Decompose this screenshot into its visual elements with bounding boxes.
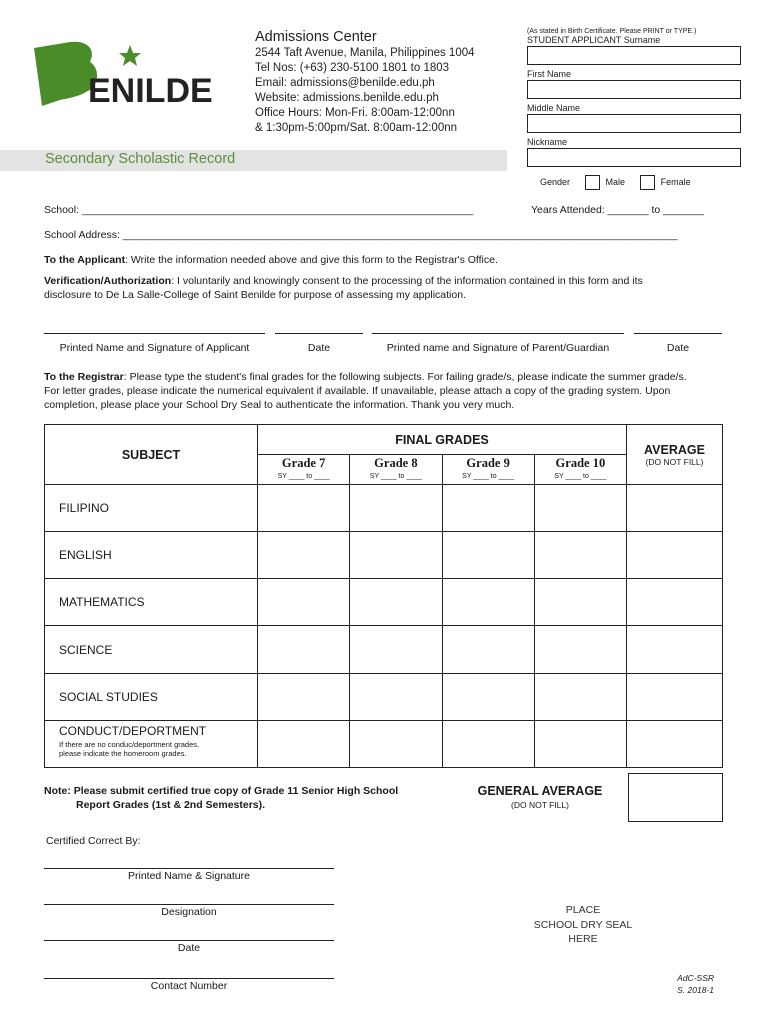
- grade-cell[interactable]: [258, 485, 350, 532]
- table-row: [45, 532, 723, 579]
- conduct-cell: [45, 721, 258, 768]
- form-code-line-2: S. 2018-1: [677, 985, 714, 995]
- hours-text: Office Hours: Mon-Fri. 8:00am-12:00nn: [255, 107, 455, 119]
- grade-cell[interactable]: [350, 485, 442, 532]
- to-registrar-text: : Please type the student's final grades for the following subjects. For failing grade/s, please indicate the summer grade/s. For letter grades, please indicate the numerical equivalent if available. If unavailable, please attach a copy of the grading system. Upon completion, please place your School Dry Seal to authenticate the information. Thank you very much.: [44, 371, 687, 411]
- form-title-bar: [0, 150, 507, 171]
- applicant-instruction: [44, 253, 734, 267]
- verification-label: Verification/Authorization: [44, 275, 172, 287]
- average-cell[interactable]: [627, 485, 723, 532]
- grade-cell[interactable]: [258, 579, 350, 626]
- note-line-2: Report Grades (1st & 2nd Semesters).: [76, 799, 266, 811]
- to-applicant-label: To the Applicant: [44, 254, 126, 266]
- grade-cell[interactable]: [350, 579, 442, 626]
- conduct-note-1: If there are no conduc/deportment grades,: [59, 740, 200, 749]
- grade-cell[interactable]: [534, 579, 626, 626]
- svg-text:ENILDE: ENILDE: [88, 72, 213, 110]
- seal-line-3: HERE: [568, 933, 598, 945]
- subject-label: ENGLISH: [45, 532, 258, 579]
- contact-number-label: Contact Number: [150, 980, 228, 992]
- gender-label: Gender: [540, 176, 571, 187]
- grade-7-header: Grade 7 SY ____ to ____: [258, 455, 350, 485]
- table-row: [45, 721, 723, 768]
- date-label-2: Date: [666, 342, 690, 354]
- certified-date-line[interactable]: [44, 940, 334, 941]
- benilde-logo: [30, 40, 215, 120]
- subject-label: SOCIAL STUDIES: [45, 674, 258, 721]
- general-average-label: GENERAL AVERAGE: [477, 784, 603, 798]
- grade-cell[interactable]: [350, 626, 442, 674]
- designation-line[interactable]: [44, 904, 334, 905]
- applicant-signature-label: Printed Name and Signature of Applicant: [59, 342, 250, 354]
- grade-cell[interactable]: [258, 721, 350, 768]
- date-line-1[interactable]: [275, 333, 363, 334]
- grade-cell[interactable]: [534, 721, 626, 768]
- gender-row: [540, 175, 691, 190]
- parent-signature-label: Printed name and Signature of Parent/Guardian: [386, 342, 610, 354]
- subject-header: SUBJECT: [45, 425, 258, 485]
- grades-table: [44, 424, 723, 768]
- table-row: [45, 485, 723, 532]
- final-grades-header: FINAL GRADES: [258, 425, 627, 455]
- grade-cell[interactable]: [442, 485, 534, 532]
- contact-number-line[interactable]: [44, 978, 334, 979]
- parent-signature-line[interactable]: [372, 333, 624, 334]
- contact-block: [255, 28, 475, 136]
- first-name-label: First Name: [527, 69, 572, 79]
- table-row: [45, 579, 723, 626]
- conduct-label: CONDUCT/DEPORTMENT: [59, 724, 207, 738]
- average-cell[interactable]: [627, 532, 723, 579]
- grade-cell[interactable]: [442, 674, 534, 721]
- middle-name-field[interactable]: [527, 114, 741, 133]
- table-row: [45, 626, 723, 674]
- grade-cell[interactable]: [534, 485, 626, 532]
- table-row: [45, 674, 723, 721]
- school-line[interactable]: School: ___________________________________________________________________: [44, 204, 474, 216]
- general-average-block: [470, 784, 610, 810]
- grade-cell[interactable]: [350, 532, 442, 579]
- grade-cell[interactable]: [442, 721, 534, 768]
- grade-cell[interactable]: [534, 626, 626, 674]
- subject-label: MATHEMATICS: [45, 579, 258, 626]
- certified-label: Certified Correct By:: [46, 835, 141, 847]
- registrar-instruction: [44, 370, 694, 412]
- conduct-note-2: please indicate the homeroom grades.: [59, 749, 187, 758]
- first-name-field[interactable]: [527, 80, 741, 99]
- male-label: Male: [605, 176, 626, 187]
- female-label: Female: [660, 176, 691, 187]
- grade-cell[interactable]: [442, 532, 534, 579]
- applicant-name-fields: [527, 28, 741, 167]
- nickname-field[interactable]: [527, 148, 741, 167]
- applicant-signature-line[interactable]: [44, 333, 265, 334]
- school-address-line[interactable]: School Address: _______________________________________________________________________________________________: [44, 229, 678, 241]
- birth-cert-note: (As stated in Birth Certificate. Please PRINT or TYPE.): [527, 28, 697, 35]
- surname-field[interactable]: [527, 46, 741, 65]
- grade-cell[interactable]: [258, 674, 350, 721]
- subject-label: FILIPINO: [45, 485, 258, 532]
- tel-text: Tel Nos: (+63) 230-5100 1801 to 1803: [255, 62, 450, 74]
- grade-cell[interactable]: [442, 579, 534, 626]
- subject-label: SCIENCE: [45, 626, 258, 674]
- grade-cell[interactable]: [350, 674, 442, 721]
- grade-cell[interactable]: [442, 626, 534, 674]
- to-applicant-text: : Write the information needed above and give this form to the Registrar's Office.: [125, 254, 498, 266]
- average-cell[interactable]: [627, 674, 723, 721]
- grade-10-header: Grade 10 SY ____ to ____: [534, 455, 626, 485]
- average-header: AVERAGE: [644, 442, 705, 457]
- email-text: Email: admissions@benilde.edu.ph: [255, 77, 435, 89]
- general-average-note: (DO NOT FILL): [511, 800, 569, 810]
- verification-paragraph: [44, 274, 664, 302]
- grade-cell[interactable]: [258, 532, 350, 579]
- general-average-box[interactable]: [628, 773, 723, 822]
- grade11-note: [44, 784, 398, 812]
- middle-name-label: Middle Name: [527, 103, 581, 113]
- grade-cell[interactable]: [534, 674, 626, 721]
- average-cell[interactable]: [627, 579, 723, 626]
- to-registrar-label: To the Registrar: [44, 371, 124, 383]
- grade-8-header: Grade 8 SY ____ to ____: [350, 455, 442, 485]
- designation-label: Designation: [161, 906, 217, 918]
- grade-cell[interactable]: [258, 626, 350, 674]
- surname-label: STUDENT APPLICANT Surname: [527, 35, 661, 45]
- seal-line-1: PLACE: [565, 904, 601, 916]
- certifier-signature-line[interactable]: [44, 868, 334, 869]
- dry-seal-area: [520, 903, 646, 947]
- date-label-1: Date: [307, 342, 331, 354]
- form-code: [664, 972, 714, 996]
- admissions-title: Admissions Center: [255, 29, 377, 45]
- grade-cell[interactable]: [350, 721, 442, 768]
- hours-text-2: & 1:30pm-5:00pm/Sat. 8:00am-12:00nn: [255, 122, 458, 134]
- note-line-1: Note: Please submit certified true copy of Grade 11 Senior High School: [44, 785, 399, 797]
- average-cell[interactable]: [627, 721, 723, 768]
- male-checkbox[interactable]: [585, 175, 600, 190]
- nickname-label: Nickname: [527, 137, 568, 147]
- grade-9-header: Grade 9 SY ____ to ____: [442, 455, 534, 485]
- female-checkbox[interactable]: [640, 175, 655, 190]
- average-header-cell: [627, 425, 723, 485]
- certified-date-label: Date: [177, 942, 201, 954]
- website-text: Website: admissions.benilde.edu.ph: [255, 92, 439, 104]
- date-line-2[interactable]: [634, 333, 722, 334]
- form-code-line-1: AdC-SSR: [677, 973, 714, 983]
- grade-cell[interactable]: [534, 532, 626, 579]
- address-text: 2544 Taft Avenue, Manila, Philippines 1004: [255, 47, 475, 59]
- years-attended-line[interactable]: Years Attended: _______ to _______: [531, 204, 705, 216]
- verification-text: : I voluntarily and knowingly consent to the processing of the information contained in this form and its disclosure to De La Salle-College of Saint Benilde for purpose of assessing my application.: [44, 275, 643, 301]
- certifier-signature-label: Printed Name & Signature: [128, 870, 250, 882]
- average-note: (DO NOT FILL): [645, 456, 704, 467]
- seal-line-2: SCHOOL DRY SEAL: [533, 918, 633, 931]
- form-title: Secondary Scholastic Record: [45, 151, 236, 167]
- average-cell[interactable]: [627, 626, 723, 674]
